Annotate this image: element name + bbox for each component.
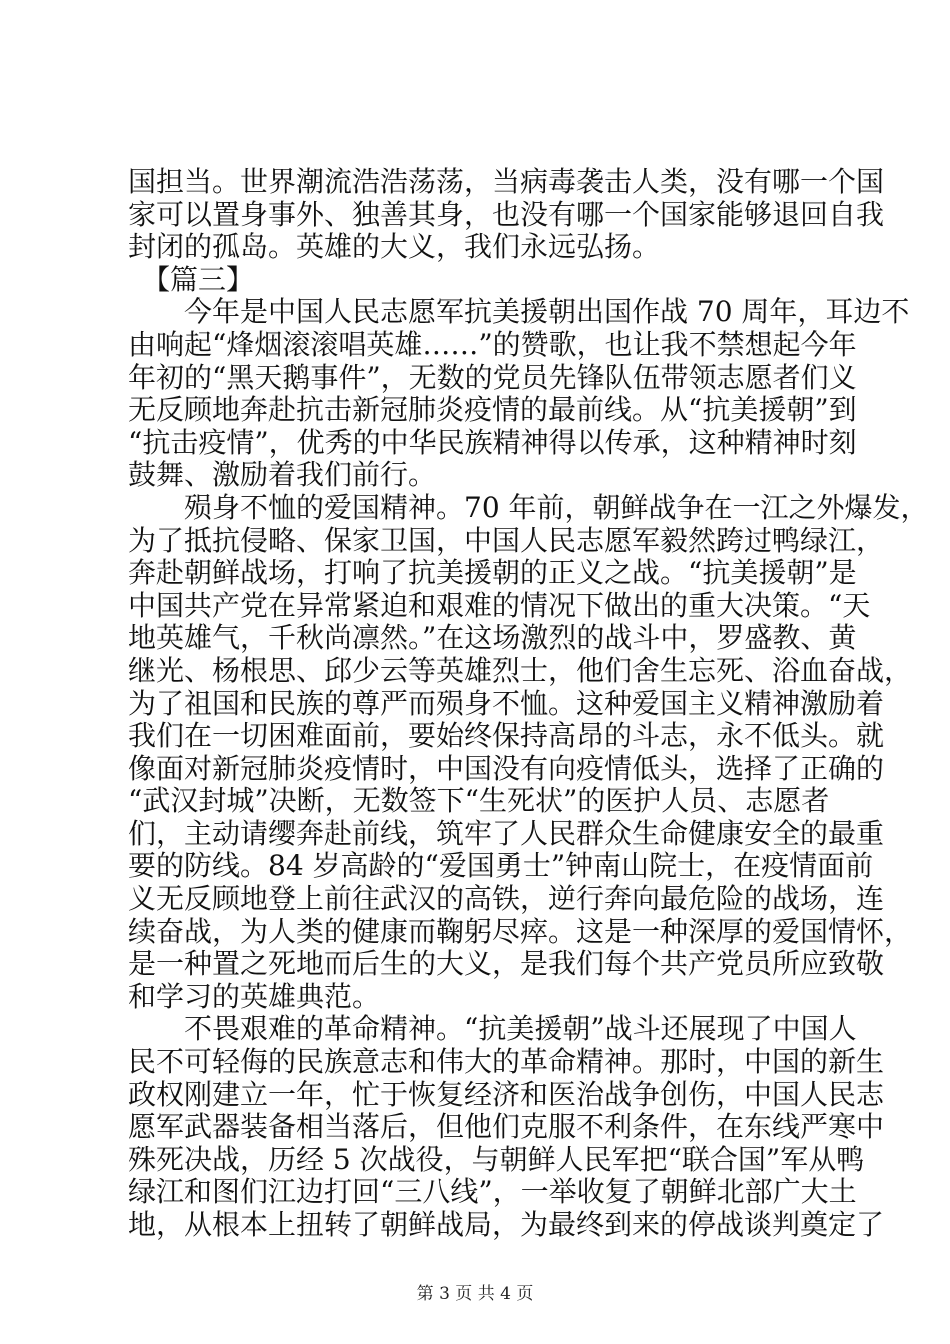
text-line: 为了抵抗侵略、保家卫国，中国人民志愿军毅然跨过鸭绿江， (128, 523, 885, 557)
text-line: 继光、杨根思、邱少云等英雄烈士，他们舍生忘死、浴血奋战， (128, 653, 913, 687)
text-line: 今年是中国人民志愿军抗美援朝出国作战 70 周年，耳边不 (184, 295, 910, 329)
text-line: 奔赴朝鲜战场，打响了抗美援朝的正义之战。“抗美援朝”是 (128, 556, 857, 590)
text-line: 们，主动请缨奔赴前线，筑牢了人民群众生命健康安全的最重 (128, 816, 885, 850)
text-line: 殒身不恤的爱国精神。70 年前，朝鲜战争在一江之外爆发， (184, 490, 929, 524)
text-line: 是一种置之死地而后生的大义，是我们每个共产党员所应致敬 (128, 947, 885, 981)
text-line: 愿军武器装备相当落后，但他们克服不利条件，在东线严寒中 (128, 1110, 885, 1144)
section-heading: 【篇三】 (142, 262, 255, 296)
text-line: 不畏艰难的革命精神。“抗美援朝”战斗还展现了中国人 (184, 1012, 857, 1046)
text-line: 和学习的英雄典范。 (128, 979, 381, 1013)
text-line: 续奋战，为人类的健康而鞠躬尽瘁。这是一种深厚的爱国情怀， (128, 914, 913, 948)
text-line: 地，从根本上扭转了朝鲜战局，为最终到来的停战谈判奠定了 (128, 1208, 885, 1241)
text-line: 绿江和图们江边打回“三八线”，一举收复了朝鲜北部广大土 (128, 1175, 857, 1209)
text-line: 政权刚建立一年，忙于恢复经济和医治战争创伤，中国人民志 (128, 1077, 885, 1111)
text-line: 像面对新冠肺炎疫情时，中国没有向疫情低头，选择了正确的 (128, 751, 885, 785)
text-line: 义无反顾地登上前往武汉的高铁，逆行奔向最危险的战场，连 (128, 882, 885, 916)
page-footer: 第 3 页 共 4 页 (416, 1284, 534, 1304)
text-line: 中国共产党在异常紧迫和艰难的情况下做出的重大决策。“天 (128, 588, 871, 622)
text-line: 为了祖国和民族的尊严而殒身不恤。这种爱国主义精神激励着 (128, 686, 885, 720)
text-line: 我们在一切困难面前，要始终保持高昂的斗志，永不低头。就 (128, 719, 885, 753)
text-line: 封闭的孤岛。英雄的大义，我们永远弘扬。 (128, 230, 661, 264)
text-line: 地英雄气，千秋尚凛然。”在这场激烈的战斗中，罗盛教、黄 (128, 621, 857, 655)
text-line: 无反顾地奔赴抗击新冠肺炎疫情的最前线。从“抗美援朝”到 (128, 393, 857, 427)
text-line: 家可以置身事外、独善其身，也没有哪一个国家能够退回自我 (128, 197, 885, 231)
text-line: 民不可轻侮的民族意志和伟大的革命精神。那时，中国的新生 (128, 1045, 885, 1079)
text-line: “抗击疫情”，优秀的中华民族精神得以传承，这种精神时刻 (128, 425, 857, 459)
text-line: 由响起“烽烟滚滚唱英雄……”的赞歌，也让我不禁想起今年 (128, 327, 857, 361)
text-line: 国担当。世界潮流浩浩荡荡，当病毒袭击人类，没有哪一个国 (128, 165, 885, 198)
document-body (128, 165, 929, 1242)
text-line: 鼓舞、激励着我们前行。 (128, 458, 437, 492)
text-line: 殊死决战，历经 5 次战役，与朝鲜人民军把“联合国”军从鸭 (128, 1142, 865, 1176)
text-line: 年初的“黑天鹅事件”，无数的党员先锋队伍带领志愿者们义 (128, 360, 857, 394)
text-line: 要的防线。84 岁高龄的“爱国勇士”钟南山院士，在疫情面前 (128, 849, 874, 883)
text-line: “武汉封城”决断，无数签下“生死状”的医护人员、志愿者 (128, 784, 830, 818)
